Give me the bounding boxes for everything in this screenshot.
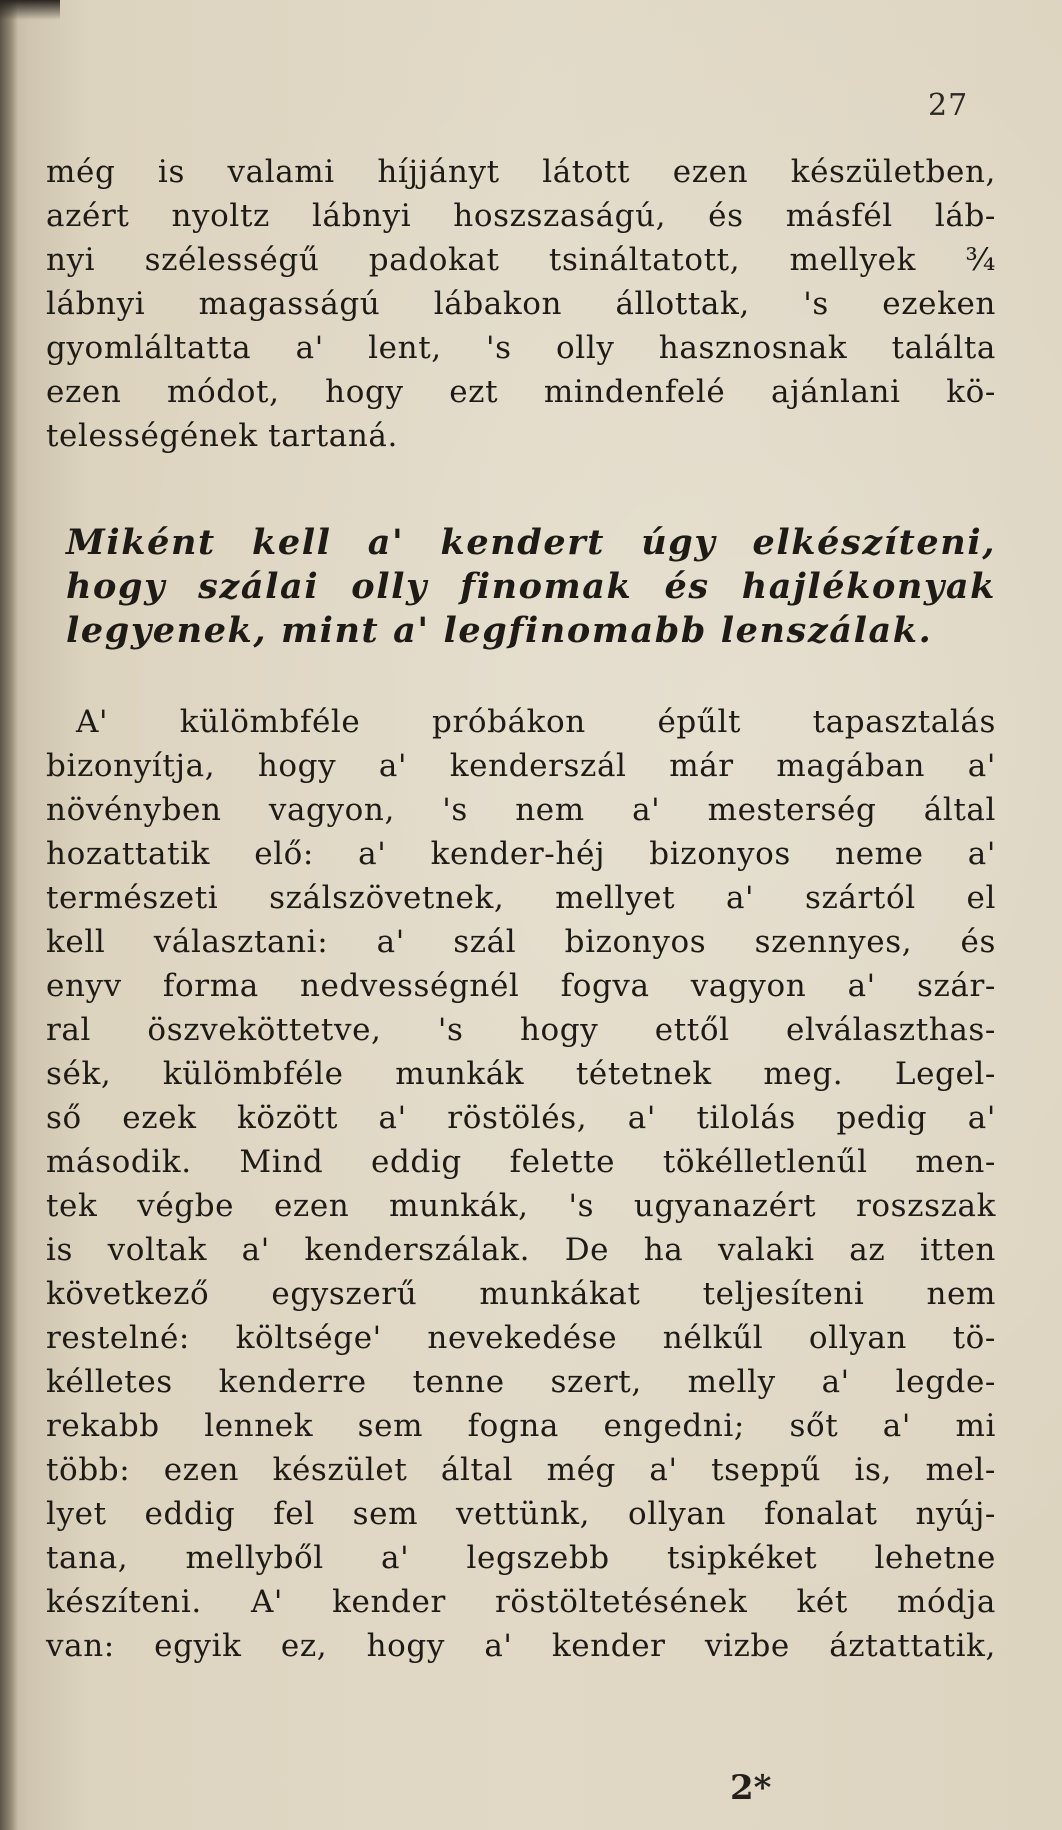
body-paragraph [46,700,996,1668]
text-line: több: ezen készület által még a' tseppű is, mel- [46,1452,996,1488]
page-number: 27 [928,88,969,123]
text-line: kélletes kenderre tenne szert, melly a' legde- [46,1364,996,1400]
text-line: következő egyszerű munkákat teljesíteni nem [46,1276,996,1312]
text-line: sék, külömbféle munkák tétetnek meg. Legel- [46,1056,996,1092]
text-line: van: egyik ez, hogy a' kender vizbe áztattatik, [46,1628,996,1664]
text-line: ezen módot, hogy ezt mindenfelé ajánlani kö- [46,374,996,410]
text-line: készíteni. A' kender röstöltetésének két módja [46,1584,996,1620]
heading-line: legyenek, mint a' legfinomabb lenszálak. [66,610,933,651]
text-line: lyet eddig fel sem vettünk, ollyan fonalat nyúj- [46,1496,996,1532]
signature-mark: 2* [730,1768,772,1808]
section-heading [66,520,996,652]
text-line: enyv forma nedvességnél fogva vagyon a' szár- [46,968,996,1004]
text-line: is voltak a' kenderszálak. De ha valaki az itten [46,1232,996,1268]
text-line: A' külömbféle próbákon épűlt tapasztalás [76,704,996,740]
text-line: lábnyi magasságú lábakon állottak, 's ezeken [46,286,996,322]
text-line: ral öszveköttetve, 's hogy ettől elválaszthas- [46,1012,996,1048]
text-line: bizonyítja, hogy a' kenderszál már magában a' [46,748,996,784]
heading-line: Miként kell a' kendert úgy elkészíteni, [66,522,996,563]
text-line: tana, mellyből a' legszebb tsipkéket lehetne [46,1540,996,1576]
text-line: restelné: költsége' nevekedése nélkűl ollyan tö- [46,1320,996,1356]
text-line: rekabb lennek sem fogna engedni; sőt a' mi [46,1408,996,1444]
intro-paragraph [46,150,996,458]
text-line: nyi szélességű padokat tsináltatott, mellyek ¾ [46,242,996,278]
page-spine-shadow [0,0,18,1830]
text-line: második. Mind eddig felette tökélletlenűl men- [46,1144,996,1180]
text-line: azért nyoltz lábnyi hoszszaságú, és másfél láb- [46,198,996,234]
text-line: telességének tartaná. [46,418,398,454]
text-line: kell választani: a' szál bizonyos szennyes, és [46,924,996,960]
page-corner-shadow [0,0,60,20]
text-line: tek végbe ezen munkák, 's ugyanazért roszszak [46,1188,996,1224]
text-line: gyomláltatta a' lent, 's olly hasznosnak találta [46,330,996,366]
text-line: növényben vagyon, 's nem a' mesterség által [46,792,996,828]
text-line: természeti szálszövetnek, mellyet a' szártól el [46,880,996,916]
text-line: ső ezek között a' röstölés, a' tilolás pedig a' [46,1100,996,1136]
heading-line: hogy szálai olly finomak és hajlékonyak [66,566,996,607]
text-line: még is valami híjjányt látott ezen készületben, [46,154,996,190]
text-line: hozattatik elő: a' kender-héj bizonyos neme a' [46,836,996,872]
